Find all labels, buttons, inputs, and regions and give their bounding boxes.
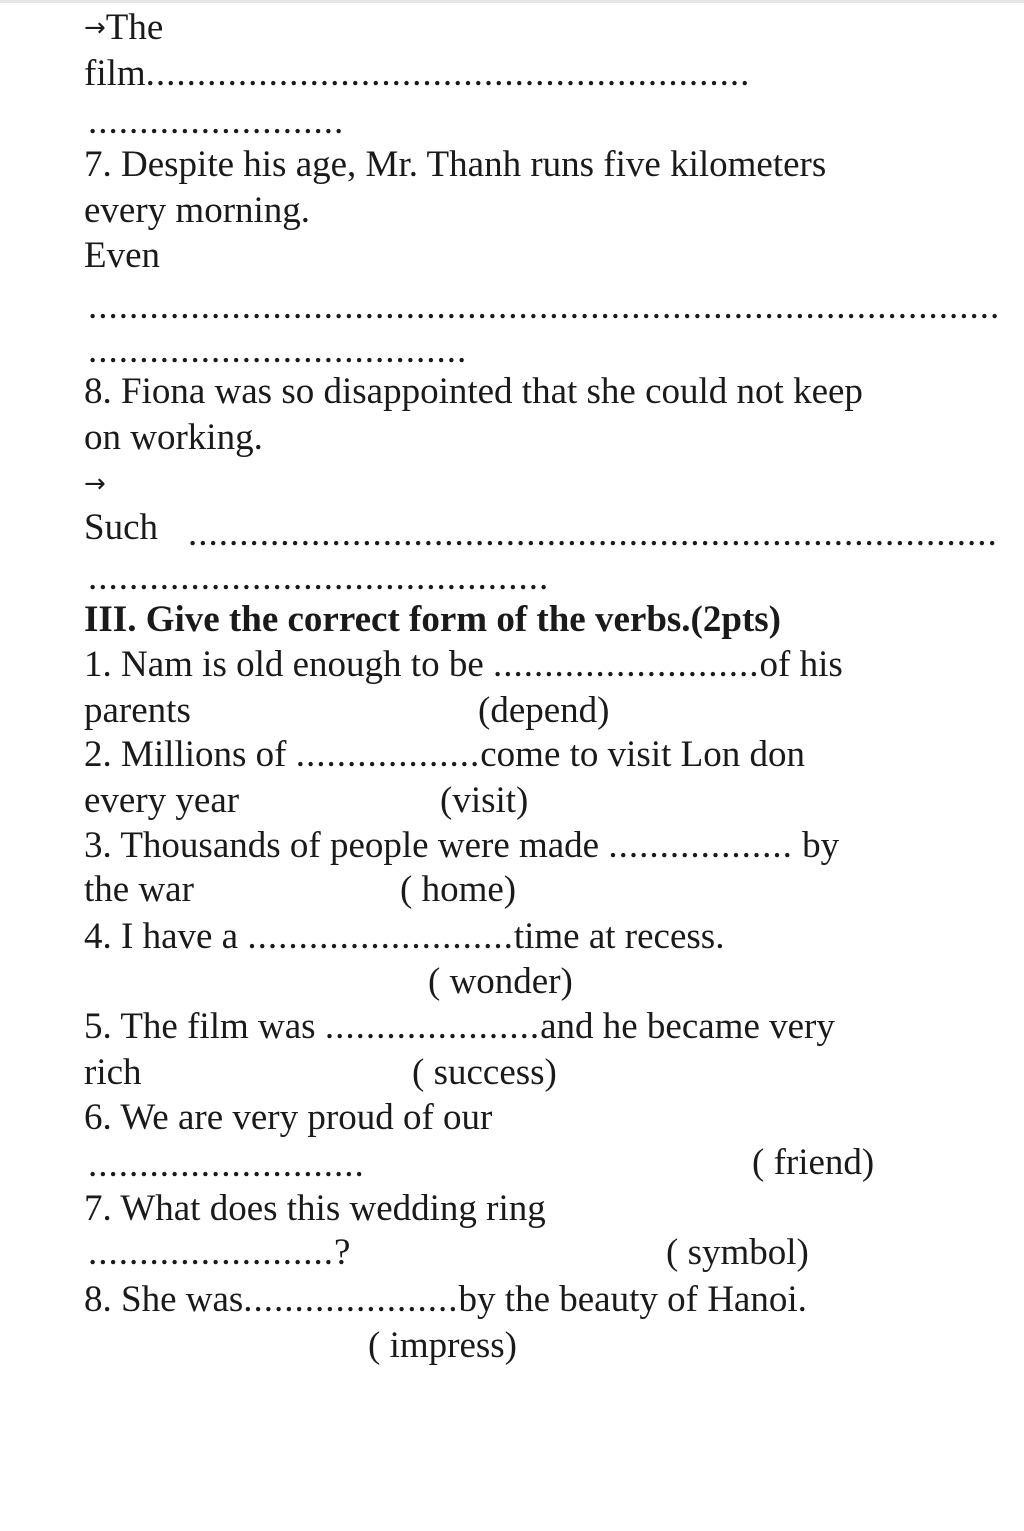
answer-blank[interactable]: ..................... <box>324 1006 541 1047</box>
q6-answer-blank-2[interactable]: ......................... <box>88 101 345 142</box>
verb-item-4 <box>84 915 724 959</box>
item-text: 4. I have a <box>84 916 239 957</box>
arrow-icon: → <box>84 469 106 499</box>
q8-sentence-line-1: 8. Fiona was so disappointed that she could not keep <box>84 371 863 412</box>
verb-item-6: 6. We are very proud of our <box>84 1097 493 1138</box>
q6-lead-word: The <box>105 7 164 48</box>
verb-hint: ( symbol) <box>666 1232 809 1273</box>
q6-answer-lead <box>84 6 163 50</box>
q6-answer-line-1 <box>84 52 750 96</box>
q7-answer-line-1 <box>88 285 1000 329</box>
q7-sentence-line-1: 7. Despite his age, Mr. Thanh runs five kilometers <box>84 144 827 185</box>
item-text-after: come to visit Lon don <box>480 734 805 775</box>
verb-hint: (depend) <box>478 690 610 731</box>
q6-answer-line-2 <box>88 100 344 144</box>
answer-blank[interactable]: .................. <box>295 734 481 775</box>
q8-arrow-line <box>84 462 106 506</box>
answer-blank[interactable]: .......................... <box>493 644 760 685</box>
verb-hint: ( impress) <box>368 1325 517 1366</box>
q6-film-word: film <box>84 53 146 94</box>
item-text: 2. Millions of <box>84 734 287 775</box>
verb-item-3-line-2: the war <box>84 869 194 910</box>
verb-hint: ( home) <box>400 869 517 910</box>
verb-item-5 <box>84 1005 835 1049</box>
verb-item-7-line-2 <box>88 1231 351 1275</box>
answer-blank[interactable]: .................. <box>608 825 793 866</box>
q7-answer-lead: Even <box>84 235 161 276</box>
q8-sentence-line-2: on working. <box>84 417 263 458</box>
verb-hint: ( friend) <box>752 1142 875 1183</box>
answer-blank[interactable]: .......................... <box>247 916 514 957</box>
item-text: 3. Thousands of people were made <box>84 825 600 866</box>
item-text: 5. The film was <box>84 1006 316 1047</box>
item-text-after: by <box>802 825 840 866</box>
verb-hint: ( wonder) <box>428 961 573 1002</box>
item-text: 1. Nam is old enough to be <box>84 644 484 685</box>
verb-item-2 <box>84 733 805 777</box>
q8-answer-lead: Such <box>84 507 158 548</box>
verb-item-8 <box>84 1278 807 1322</box>
verb-item-1-line-2: parents <box>84 690 191 731</box>
q8-answer-line-1 <box>84 506 158 550</box>
verb-item-2-line-2: every year <box>84 780 240 821</box>
q8-answer-blank-2[interactable]: ............................................. <box>88 557 550 598</box>
item-text-after: and he became very <box>540 1006 835 1047</box>
item-text-after: by the beauty of Hanoi. <box>458 1279 807 1320</box>
verb-hint: ( success) <box>412 1052 557 1093</box>
q7-sentence-line-2: every morning. <box>84 190 311 231</box>
top-edge-line <box>0 0 1024 3</box>
verb-item-1 <box>84 643 843 687</box>
verb-item-3 <box>84 824 839 868</box>
item-text-after: time at recess. <box>513 916 725 957</box>
answer-blank[interactable]: ........................... <box>88 1144 365 1185</box>
q7-answer-blank-1[interactable]: ......................................................................................... <box>88 286 1001 327</box>
q8-answer-blank-1[interactable]: ............................................................................... <box>188 513 998 554</box>
q6-answer-blank-1[interactable]: ........................................................... <box>145 53 751 94</box>
answer-blank[interactable]: ........................? <box>88 1232 352 1273</box>
verb-item-6-line-2 <box>88 1143 365 1187</box>
item-text-after: of his <box>759 644 843 685</box>
arrow-icon: → <box>84 13 106 43</box>
verb-hint: (visit) <box>440 780 529 821</box>
item-text: 8. She was <box>84 1279 244 1320</box>
q8-answer-blank-1-wrap <box>188 512 998 556</box>
q8-answer-line-2 <box>88 556 549 600</box>
answer-blank[interactable]: ..................... <box>243 1279 459 1320</box>
verb-item-5-line-2: rich <box>84 1052 142 1093</box>
q7-answer-blank-2[interactable]: ..................................... <box>88 330 468 371</box>
q7-answer-line-2 <box>88 329 467 373</box>
verb-item-7: 7. What does this wedding ring <box>84 1188 546 1229</box>
section-3-heading: III. Give the correct form of the verbs.(2pts) <box>84 599 781 640</box>
